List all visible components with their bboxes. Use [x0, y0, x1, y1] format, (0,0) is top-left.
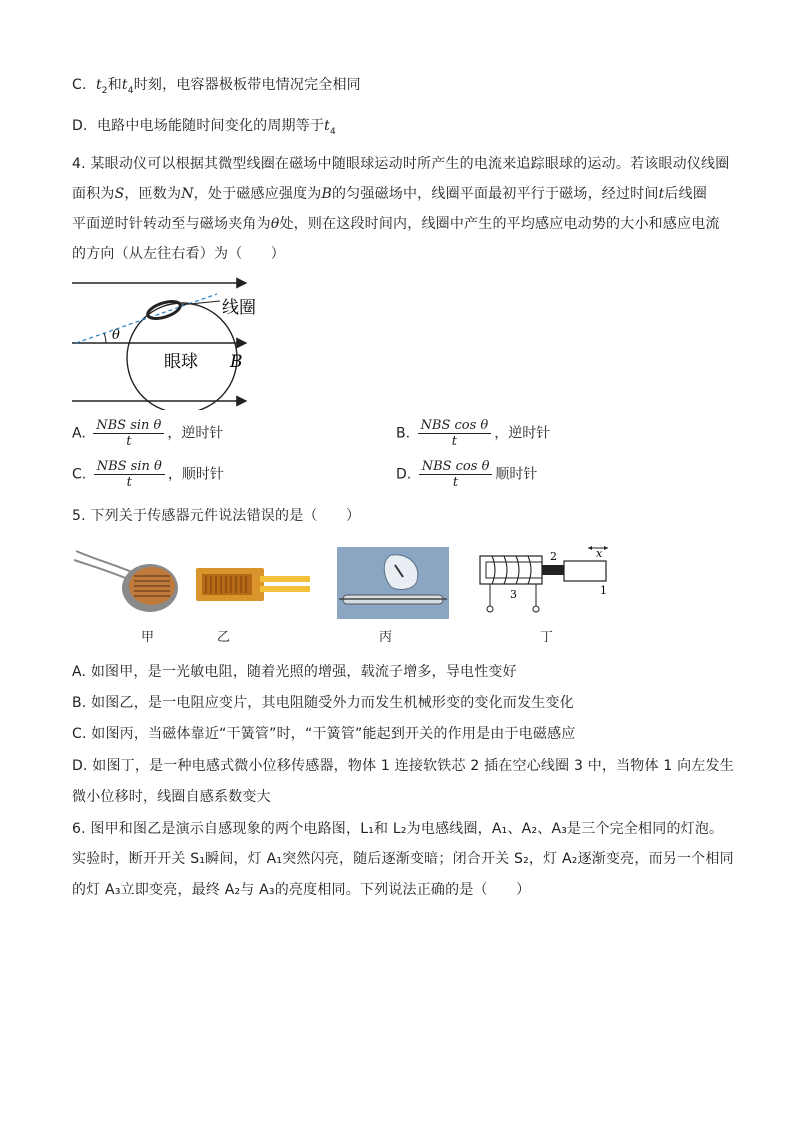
q4-option-a: A. $\frac{\text{NBS sin θ}}{t}$ ，逆时针 [72, 418, 224, 449]
q4-option-b: B. $\frac{\text{NBS cos θ}}{t}$ ，逆时针 [396, 418, 551, 449]
q3-option-c: C. $t_2$和$t_4$时刻，电容器极板带电情况完全相同 [72, 77, 361, 96]
reed-switch-image [337, 547, 449, 619]
q6-stem-line2: 实验时，断开开关 S₁瞬间，灯 A₁突然闪亮，随后逐渐变暗；闭合开关 S₂，灯 A₂逐渐变亮，而另一个相同 [72, 851, 734, 867]
q4-option-c: C. $\frac{\text{NBS sin θ}}{t}$ ，顺时针 [72, 459, 224, 490]
coil-label: 线圈 [222, 298, 256, 318]
svg-text:x: x [596, 547, 603, 560]
q4-stem-line2: 面积为S，匝数为N，处于磁感应强度为B的匀强磁场中，线圈平面最初平行于磁场，经过时间t后线圈 [72, 186, 708, 202]
inductive-sensor-diagram [476, 540, 628, 626]
angle-label: θ [112, 328, 120, 343]
q5-stem: 5. 下列关于传感器元件说法错误的是（ ） [72, 508, 361, 524]
angle-arc [104, 333, 106, 343]
strain-gauge-image [194, 566, 312, 604]
svg-text:2: 2 [550, 550, 557, 563]
q6-stem-line3: 的灯 A₃立即变亮，最终 A₂与 A₃的亮度相同。下列说法正确的是（ ） [72, 882, 531, 898]
q4-option-d: D. $\frac{\text{NBS cos θ}}{t}$ 顺时针 [396, 459, 538, 490]
svg-text:3: 3 [510, 588, 517, 601]
q4-stem-line4: 的方向（从左往右看）为（ ） [72, 246, 285, 262]
q5-option-a: A. 如图甲，是一光敏电阻，随着光照的增强，载流子增多，导电性变好 [72, 664, 517, 680]
q4-stem-line1: 4. 某眼动仪可以根据其微型线圈在磁场中随眼球运动时所产生的电流来追踪眼球的运动。若该眼动仪线圈 [72, 156, 730, 172]
q3-option-d: D. 电路中电场能随时间变化的周期等于$t_4$ [72, 118, 336, 137]
field-label: B [230, 352, 243, 372]
eye-coil-diagram [72, 275, 272, 410]
photoresistor-image [72, 546, 182, 621]
q5-option-b: B. 如图乙，是一电阻应变片，其电阻随受外力而发生机械形变的变化而发生变化 [72, 695, 574, 711]
q4-stem-line3: 平面逆时针转动至与磁场夹角为θ处，则在这段时间内，线圈中产生的平均感应电动势的大小和感应电流 [72, 216, 720, 232]
eyeball-label: 眼球 [164, 352, 198, 372]
q5-option-d-cont: 微小位移时，线圈自感系数变大 [72, 789, 271, 805]
caption-ding: 丁 [540, 630, 554, 645]
caption-yi: 乙 [217, 630, 231, 645]
caption-jia: 甲 [141, 630, 155, 645]
q6-stem-line1: 6. 图甲和图乙是演示自感现象的两个电路图，L₁和 L₂为电感线圈，A₁、A₂、A₃是三个完全相同的灯泡。 [72, 821, 724, 837]
q5-option-c: C. 如图丙，当磁体靠近“干簧管”时，“干簧管”能起到开关的作用是由于电磁感应 [72, 726, 576, 742]
q5-option-d: D. 如图丁，是一种电感式微小位移传感器，物体 1 连接软铁芯 2 插在空心线圈 3 中，当物体 1 向左发生 [72, 758, 734, 774]
svg-text:1: 1 [600, 584, 607, 597]
caption-bing: 丙 [379, 630, 393, 645]
coil-ellipse [146, 298, 183, 322]
coil-plane-dashed-line [76, 294, 217, 343]
